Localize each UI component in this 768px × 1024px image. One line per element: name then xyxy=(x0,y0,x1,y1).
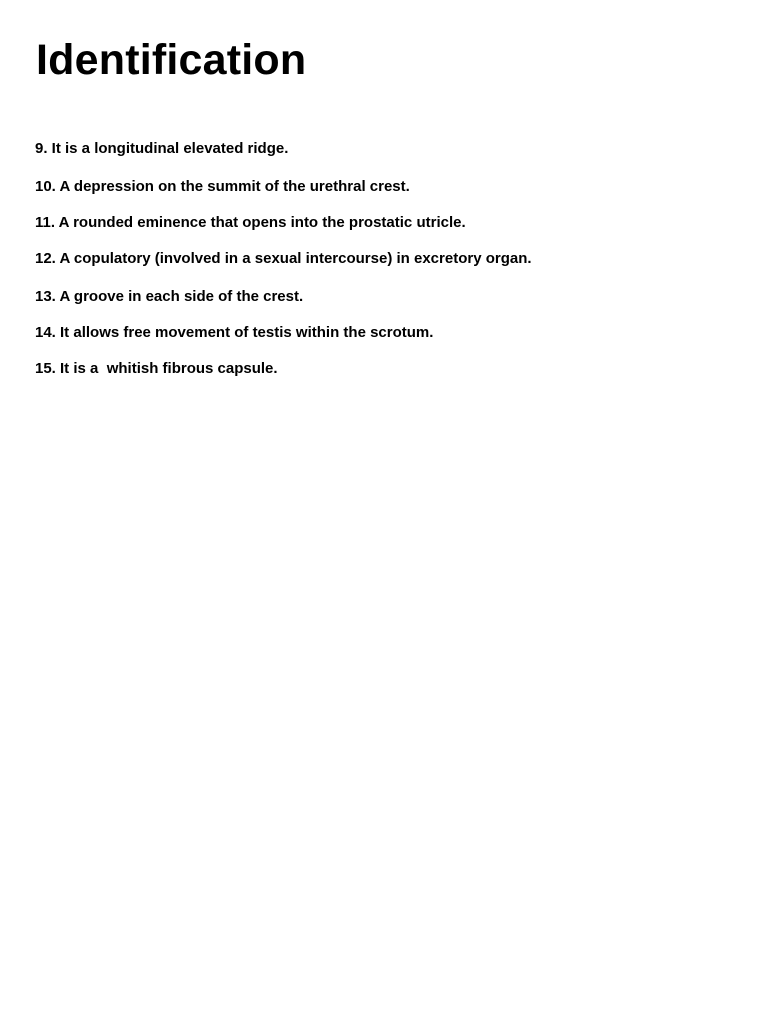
question-item: 11. A rounded eminence that opens into the prostatic utricle. xyxy=(35,214,466,231)
question-item: 12. A copulatory (involved in a sexual intercourse) in excretory organ. xyxy=(35,250,532,267)
question-item: 9. It is a longitudinal elevated ridge. xyxy=(35,140,289,157)
question-item: 14. It allows free movement of testis within the scrotum. xyxy=(35,324,434,341)
question-item: 10. A depression on the summit of the urethral crest. xyxy=(35,178,410,195)
question-item: 15. It is a whitish fibrous capsule. xyxy=(35,360,278,377)
page-title: Identification xyxy=(36,36,307,84)
question-item: 13. A groove in each side of the crest. xyxy=(35,288,304,305)
